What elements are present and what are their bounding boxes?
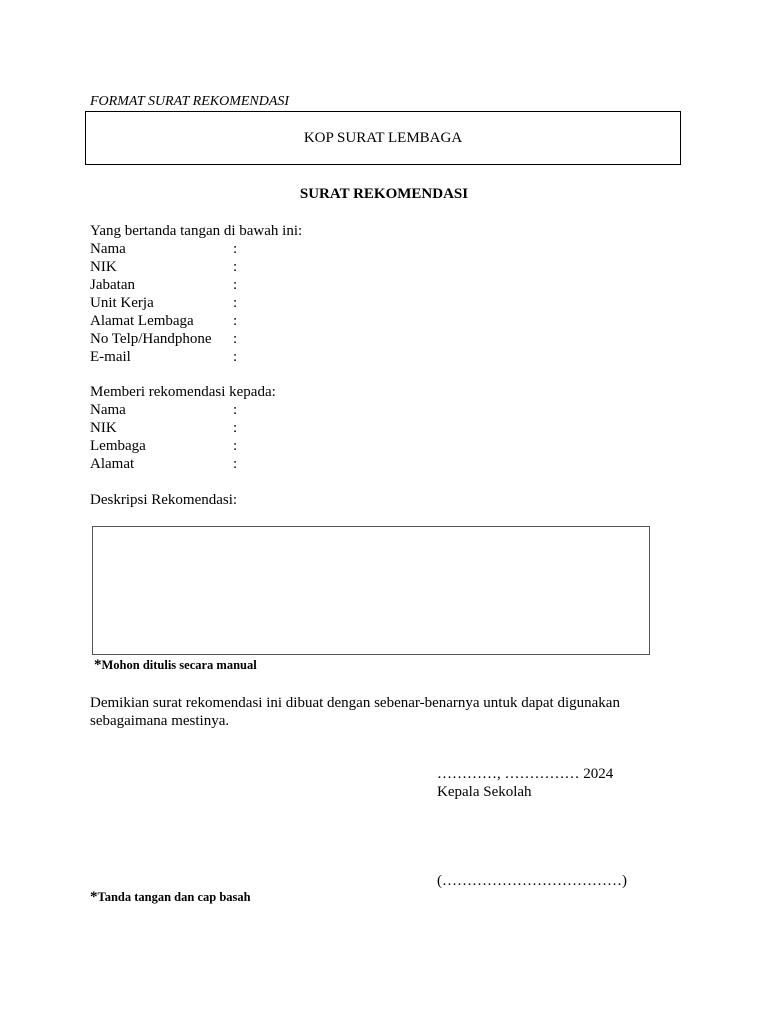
field-colon: : — [233, 295, 238, 311]
note-text: Mohon ditulis secara manual — [101, 658, 257, 672]
manual-note — [94, 657, 257, 674]
note-asterisk: * — [94, 657, 102, 673]
field-label: Alamat — [90, 456, 135, 472]
signer-field-row — [90, 240, 237, 258]
signer-position: Kepala Sekolah — [437, 784, 532, 800]
field-colon: : — [233, 456, 238, 472]
description-box — [92, 526, 650, 655]
field-label: Nama — [90, 241, 126, 257]
field-label: Alamat Lembaga — [90, 313, 194, 329]
field-label: Lembaga — [90, 438, 146, 454]
signer-field-row — [90, 276, 237, 294]
field-label: NIK — [90, 259, 117, 275]
signer-field-row — [90, 348, 237, 366]
recipient-field-row — [90, 401, 237, 419]
field-label: Nama — [90, 402, 126, 418]
field-colon: : — [233, 241, 238, 257]
signer-field-row — [90, 330, 237, 348]
recipient-field-row — [90, 455, 237, 473]
signer-field-row — [90, 312, 237, 330]
note-text: Tanda tangan dan cap basah — [97, 890, 251, 904]
field-colon: : — [233, 438, 238, 454]
recipient-intro: Memberi rekomendasi kepada: — [90, 384, 276, 400]
closing-line-2: sebagaimana mestinya. — [90, 713, 230, 729]
recipient-field-row — [90, 419, 237, 437]
letterhead-text: KOP SURAT LEMBAGA — [303, 129, 463, 146]
field-label: Jabatan — [90, 277, 135, 293]
document-title: SURAT REKOMENDASI — [299, 186, 469, 202]
field-label: NIK — [90, 420, 117, 436]
field-colon: : — [233, 277, 238, 293]
field-colon: : — [233, 349, 238, 365]
signer-intro: Yang bertanda tangan di bawah ini: — [90, 223, 303, 239]
signer-field-row — [90, 294, 237, 312]
description-label: Deskripsi Rekomendasi: — [90, 492, 238, 508]
field-colon: : — [233, 420, 238, 436]
note-asterisk: * — [90, 889, 98, 905]
signature-note — [90, 889, 251, 906]
closing-line-1: Demikian surat rekomendasi ini dibuat dengan sebenar-benarnya untuk dapat digunakan — [90, 695, 620, 711]
format-label: FORMAT SURAT REKOMENDASI — [90, 94, 290, 109]
recipient-field-row — [90, 437, 237, 455]
field-colon: : — [233, 331, 238, 347]
signer-field-row — [90, 258, 237, 276]
field-colon: : — [233, 313, 238, 329]
field-label: No Telp/Handphone — [90, 331, 212, 347]
field-colon: : — [233, 259, 238, 275]
field-label: E-mail — [90, 349, 131, 365]
letterhead-box — [85, 111, 681, 165]
date-line: …………, …………… 2024 — [437, 766, 614, 782]
signature-line: (………………………………) — [437, 873, 627, 889]
field-label: Unit Kerja — [90, 295, 154, 311]
field-colon: : — [233, 402, 238, 418]
